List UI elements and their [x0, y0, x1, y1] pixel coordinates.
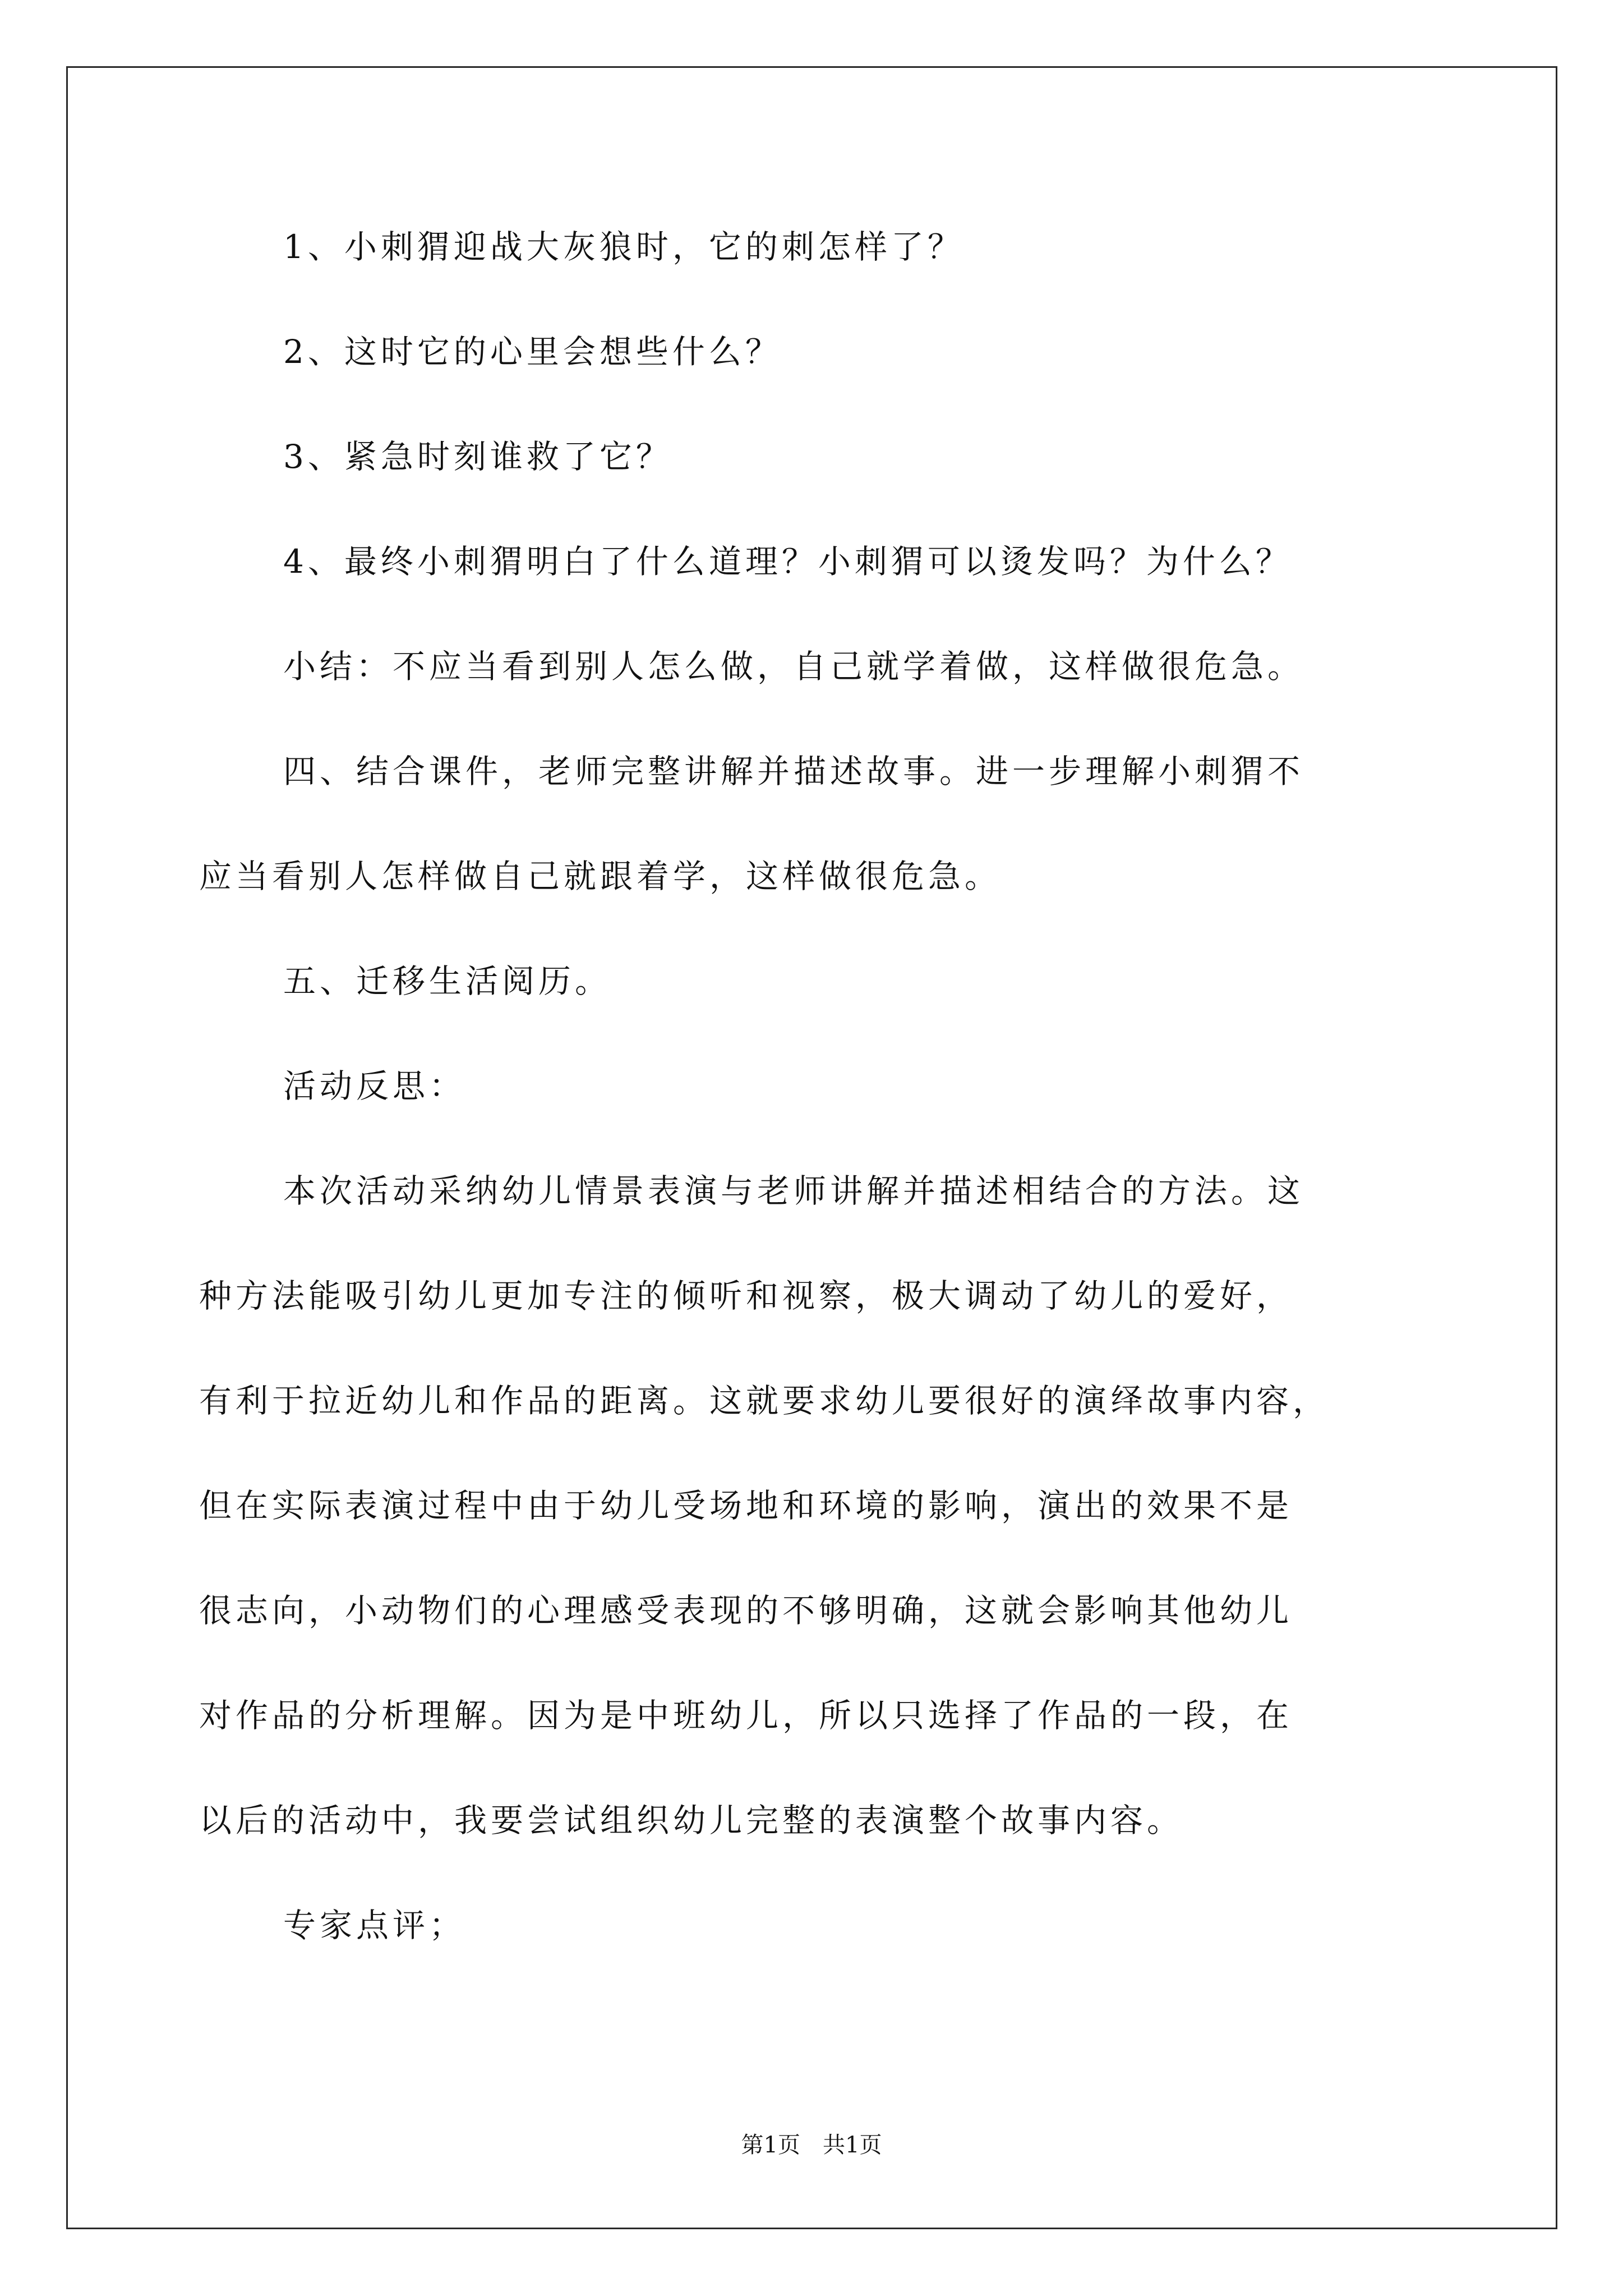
document-body [199, 216, 1450, 1999]
text-line: 活动反思： [283, 1067, 466, 1105]
text-line: 应当看别人怎样做自己就跟着学，这样做很危急。 [199, 857, 1002, 895]
text-line: 但在实际表演过程中由于幼儿受场地和环境的影响，演出的效果不是 [199, 1487, 1293, 1525]
text-line: 4、最终小刺猬明白了什么道理？小刺猬可以烫发吗？为什么？ [283, 542, 1292, 581]
text-line: 以后的活动中，我要尝试组织幼儿完整的表演整个故事内容。 [199, 1801, 1184, 1839]
text-line: 对作品的分析理解。因为是中班幼儿，所以只选择了作品的一段，在 [199, 1696, 1293, 1734]
text-line: 2、这时它的心里会想些什么？ [283, 333, 782, 371]
text-line: 很志向，小动物们的心理感受表现的不够明确，这就会影响其他幼儿 [199, 1591, 1293, 1630]
text-line: 本次活动采纳幼儿情景表演与老师讲解并描述相结合的方法。这 [283, 1172, 1304, 1210]
text-line: 小结：不应当看到别人怎么做，自己就学着做，这样做很危急。 [283, 647, 1304, 685]
page-number-footer: 第1页 共1页 [741, 2132, 882, 2158]
text-line: 3、紧急时刻谁救了它？ [283, 438, 672, 476]
text-line: 四、结合课件，老师完整讲解并描述故事。进一步理解小刺猬不 [283, 752, 1304, 790]
text-line: 五、迁移生活阅历。 [283, 962, 612, 1000]
text-line: 有利于拉近幼儿和作品的距离。这就要求幼儿要很好的演绎故事内容， [199, 1382, 1330, 1420]
text-line: 1、小刺猬迎战大灰狼时，它的刺怎样了？ [283, 228, 964, 266]
text-line: 专家点评； [283, 1906, 466, 1944]
text-line: 种方法能吸引幼儿更加专注的倾听和视察，极大调动了幼儿的爱好， [199, 1277, 1293, 1315]
